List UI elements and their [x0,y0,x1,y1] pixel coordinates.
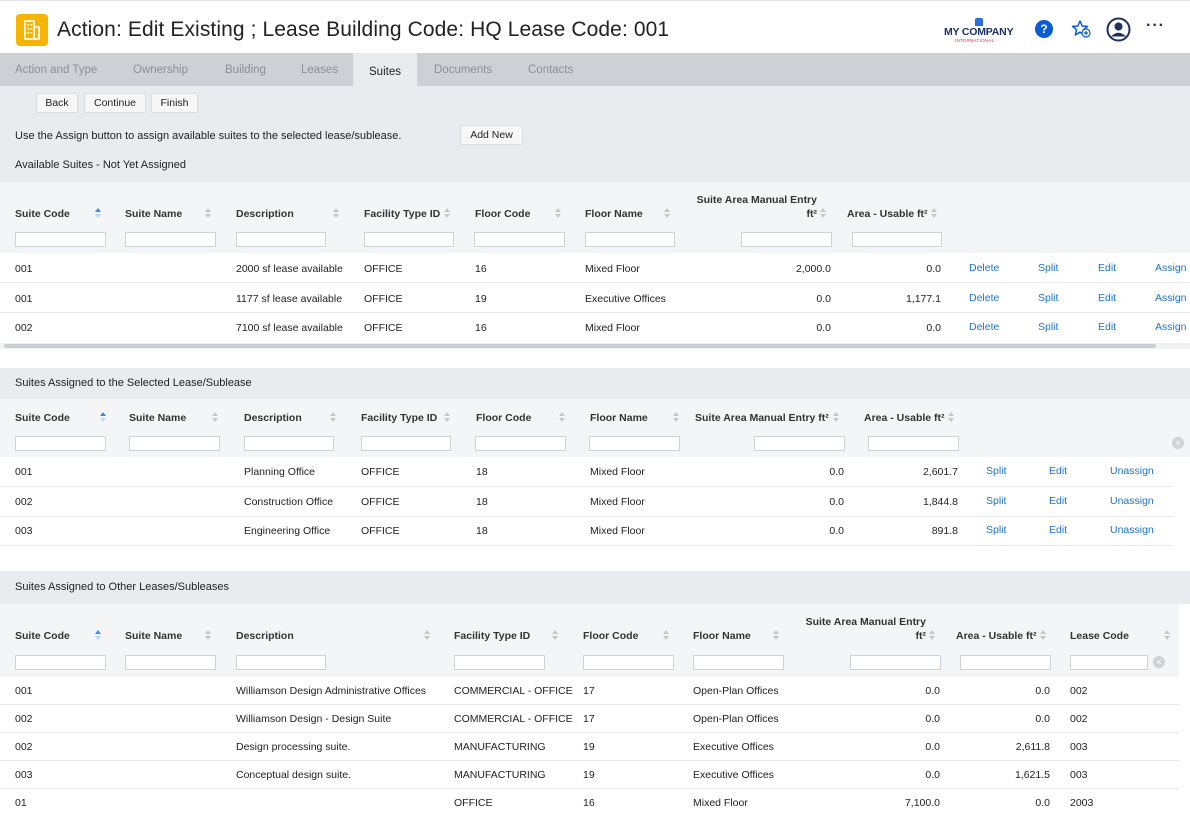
help-icon[interactable]: ? [1035,20,1053,38]
instruction-text: Use the Assign button to assign available suites to the selected lease/sublease. [15,130,402,142]
filter-suite-name[interactable] [129,436,220,451]
usable-area: 1,844.8 [922,496,958,508]
floor-code: 19 [475,293,487,305]
filter-suite-name[interactable] [125,232,216,247]
available-table-header [0,182,1190,253]
suite-code: 003 [15,525,33,537]
col-suite-name[interactable]: Suite Name [125,208,183,220]
lease-code: 002 [1070,713,1088,725]
facility-type: OFFICE [361,525,400,537]
usable-area: 1,177.1 [905,293,941,305]
filter-lease-code[interactable] [1070,655,1148,670]
filter-floor-code[interactable] [475,436,566,451]
assign-link[interactable]: Assign [1155,262,1187,274]
sort-icon[interactable] [330,412,336,422]
facility-type: MANUFACTURING [454,769,546,781]
filter-suite-code[interactable] [15,232,106,247]
sort-icon[interactable] [773,630,779,640]
table-row [0,733,1179,761]
logo-crown-icon [975,18,983,26]
delete-link[interactable]: Delete [969,321,1000,333]
building-icon [16,14,48,46]
sort-icon[interactable] [95,208,101,218]
filter-floor-name[interactable] [585,232,675,247]
sort-icon[interactable] [1040,630,1046,640]
tab-ownership[interactable]: Ownership [133,64,188,76]
col-facility-type[interactable]: Facility Type ID [361,412,438,424]
sort-icon[interactable] [95,630,101,640]
top-bar [0,0,1190,53]
col-floor-code[interactable]: Floor Code [475,208,531,220]
col-suite-name[interactable]: Suite Name [125,630,183,642]
facility-type: OFFICE [364,322,403,334]
manual-area: 0.0 [829,466,844,478]
table-row [0,677,1179,705]
delete-link[interactable]: Delete [969,292,1000,304]
floor-name: Open-Plan Offices [693,685,779,697]
tab-leases[interactable]: Leases [301,64,339,76]
manual-area: 0.0 [925,741,940,753]
finish-button[interactable]: Finish [151,93,198,113]
filter-floor-name[interactable] [589,436,680,451]
col-description[interactable]: Description [236,630,294,642]
facility-type: MANUFACTURING [454,741,546,753]
filter-suite-code[interactable] [15,655,106,670]
suite-code: 003 [15,769,33,781]
floor-name: Mixed Floor [590,525,645,537]
usable-area: 891.8 [931,525,958,537]
other-section-band [0,571,1190,604]
description: Planning Office [244,466,316,478]
col-facility-type[interactable]: Facility Type ID [454,630,531,642]
filter-facility-type[interactable] [454,655,545,670]
filter-usable-area[interactable] [960,655,1051,670]
split-link[interactable]: Split [1038,321,1059,333]
usable-area: 1,621.5 [1014,769,1050,781]
edit-link[interactable]: Edit [1098,262,1117,274]
sort-icon[interactable] [931,208,937,218]
usable-area: 0.0 [926,322,941,334]
facility-type: OFFICE [364,293,403,305]
filter-facility-type[interactable] [361,436,451,451]
other-table-header [0,604,1179,677]
filter-usable-area[interactable] [868,436,959,451]
manual-area: 0.0 [829,496,844,508]
col-manual-area[interactable]: Suite Area Manual Entry [696,194,817,206]
delete-link[interactable]: Delete [969,262,1000,274]
manual-area: 7,100.0 [904,797,940,809]
sort-icon[interactable] [333,208,339,218]
filter-suite-code[interactable] [15,436,106,451]
description: 2000 sf lease available [236,263,343,275]
more-icon[interactable]: ··· [1146,17,1165,34]
facility-type: OFFICE [361,466,400,478]
suite-code: 002 [15,322,33,334]
clear-filter-icon[interactable]: × [1153,656,1165,668]
manual-area: 0.0 [816,293,831,305]
tab-action-and-type[interactable]: Action and Type [15,64,98,76]
table-row [0,517,1173,546]
col-suite-name[interactable]: Suite Name [129,412,187,424]
sort-icon[interactable] [1164,630,1170,640]
unassign-link[interactable]: Unassign [1110,465,1154,477]
floor-code: 18 [476,496,488,508]
usable-area: 0.0 [1035,797,1050,809]
col-manual-area[interactable]: Suite Area Manual Entry ft² [695,412,829,424]
col-facility-type[interactable]: Facility Type ID [364,208,441,220]
lease-code: 003 [1070,769,1088,781]
suite-code: 01 [15,797,27,809]
usable-area: 0.0 [926,263,941,275]
sort-icon[interactable] [444,412,450,422]
sort-icon[interactable] [212,412,218,422]
sort-icon[interactable] [559,412,565,422]
usable-area: 0.0 [1035,713,1050,725]
floor-name: Executive Offices [693,741,774,753]
usable-area: 0.0 [1035,685,1050,697]
floor-name: Executive Offices [585,293,666,305]
assigned-table-header [0,399,1190,457]
floor-name: Mixed Floor [693,797,748,809]
sort-icon[interactable] [833,412,839,422]
description: 7100 sf lease available [236,322,343,334]
logo-subtext: INTERNATIONAL [955,38,995,43]
split-link[interactable]: Split [986,524,1007,536]
filter-description[interactable] [236,232,326,247]
available-suites-title: Available Suites - Not Yet Assigned [15,159,187,171]
user-icon[interactable] [1106,17,1131,45]
floor-code: 19 [583,741,595,753]
assign-link[interactable]: Assign [1155,321,1187,333]
suite-code: 002 [15,741,33,753]
description: Construction Office [244,496,334,508]
col-description[interactable]: Description [236,208,294,220]
sort-icon[interactable] [664,208,670,218]
description: Design processing suite. [236,741,351,753]
floor-code: 17 [583,713,595,725]
col-manual-area[interactable]: Suite Area Manual Entry [805,616,926,628]
filter-suite-name[interactable] [125,655,216,670]
split-link[interactable]: Split [1038,262,1059,274]
edit-link[interactable]: Edit [1049,495,1068,507]
sort-icon[interactable] [444,208,450,218]
manual-area: 0.0 [925,769,940,781]
col-suite-code[interactable]: Suite Code [15,412,70,424]
col-suite-code[interactable]: Suite Code [15,630,70,642]
sort-icon[interactable] [663,630,669,640]
facility-type: OFFICE [454,797,493,809]
back-button[interactable]: Back [36,93,78,113]
col-usable-area[interactable]: Area - Usable ft² [847,208,928,220]
facility-type: COMMERCIAL - OFFICE [454,713,573,725]
description: Williamson Design Administrative Offices [236,685,427,697]
floor-code: 18 [476,525,488,537]
table-row [0,487,1173,517]
sort-icon[interactable] [100,412,106,422]
facility-type: OFFICE [364,263,403,275]
edit-link[interactable]: Edit [1049,465,1068,477]
table-row [0,253,1190,283]
logo-text: MY COMPANY [944,26,1014,38]
manual-area: 0.0 [925,713,940,725]
description: Engineering Office [244,525,331,537]
col-suite-code[interactable]: Suite Code [15,208,70,220]
sort-icon[interactable] [205,208,211,218]
floor-code: 16 [475,322,487,334]
suite-code: 001 [15,685,33,697]
split-link[interactable]: Split [986,465,1007,477]
add-new-button[interactable]: Add New [460,125,523,145]
sort-icon[interactable] [948,412,954,422]
assigned-section-band [0,368,1190,399]
table-row [0,313,1190,343]
filter-description[interactable] [236,655,326,670]
filter-facility-type[interactable] [364,232,454,247]
sort-icon[interactable] [424,630,430,640]
floor-code: 16 [583,797,595,809]
description: 1177 sf lease available [236,293,343,305]
sort-icon[interactable] [205,630,211,640]
floor-code: 18 [476,466,488,478]
filter-manual-area[interactable] [754,436,845,451]
col-usable-area[interactable]: Area - Usable ft² [956,630,1037,642]
lease-code: 2003 [1070,797,1094,809]
unassign-link[interactable]: Unassign [1110,495,1154,507]
col-floor-code[interactable]: Floor Code [583,630,639,642]
col-manual-area-unit[interactable]: ft² [806,208,817,220]
col-lease-code[interactable]: Lease Code [1070,630,1129,642]
sort-icon[interactable] [552,630,558,640]
floor-name: Mixed Floor [585,322,640,334]
action-panel [0,86,1190,182]
floor-name: Mixed Floor [590,496,645,508]
split-link[interactable]: Split [986,495,1007,507]
facility-type: COMMERCIAL - OFFICE [454,685,573,697]
tab-bar [0,53,1190,86]
unassign-link[interactable]: Unassign [1110,524,1154,536]
filter-usable-area[interactable] [852,232,942,247]
floor-code: 19 [583,769,595,781]
tab-building[interactable]: Building [225,64,266,76]
manual-area: 0.0 [816,322,831,334]
continue-button[interactable]: Continue [84,93,146,113]
clear-filter-icon[interactable]: × [1172,437,1184,449]
assign-link[interactable]: Assign [1155,292,1187,304]
floor-code: 17 [583,685,595,697]
assigned-suites-title: Suites Assigned to the Selected Lease/Sublease [15,377,252,389]
sort-icon[interactable] [673,412,679,422]
filter-floor-code[interactable] [583,655,674,670]
col-floor-name[interactable]: Floor Name [590,412,648,424]
suite-code: 001 [15,466,33,478]
usable-area: 2,601.7 [922,466,958,478]
table-row [0,705,1179,733]
edit-link[interactable]: Edit [1098,321,1117,333]
floor-name: Executive Offices [693,769,774,781]
floor-name: Open-Plan Offices [693,713,779,725]
filter-manual-area[interactable] [741,232,832,247]
filter-manual-area[interactable] [850,655,941,670]
suite-code: 001 [15,263,33,275]
usable-area: 2,611.8 [1015,741,1050,753]
filter-description[interactable] [244,436,334,451]
horizontal-scrollbar[interactable] [4,344,1156,348]
filter-floor-code[interactable] [474,232,565,247]
suite-code: 001 [15,293,33,305]
manual-area: 2,000.0 [795,263,831,275]
table-row [0,283,1190,313]
tab-documents[interactable]: Documents [434,64,493,76]
col-manual-area-unit[interactable]: ft² [915,630,926,642]
col-usable-area[interactable]: Area - Usable ft² [864,412,945,424]
suite-code: 002 [15,713,33,725]
tab-suites[interactable]: Suites [353,53,417,86]
col-floor-name[interactable]: Floor Name [693,630,751,642]
table-row [0,789,1179,814]
col-floor-name[interactable]: Floor Name [585,208,643,220]
sort-icon[interactable] [820,208,826,218]
facility-type: OFFICE [361,496,400,508]
manual-area: 0.0 [829,525,844,537]
tab-contacts[interactable]: Contacts [528,64,574,76]
manual-area: 0.0 [925,685,940,697]
split-link[interactable]: Split [1038,292,1059,304]
sort-icon[interactable] [929,630,935,640]
lease-code: 002 [1070,685,1088,697]
description: Williamson Design - Design Suite [236,713,392,725]
company-logo [941,18,1019,44]
other-suites-title: Suites Assigned to Other Leases/Subleases [15,581,230,593]
lease-code: 003 [1070,741,1088,753]
filter-floor-name[interactable] [693,655,784,670]
sort-icon[interactable] [555,208,561,218]
floor-name: Mixed Floor [590,466,645,478]
table-row [0,457,1173,487]
table-row [0,761,1179,789]
description: Conceptual design suite. [236,769,351,781]
col-floor-code[interactable]: Floor Code [476,412,532,424]
edit-link[interactable]: Edit [1049,524,1068,536]
floor-code: 16 [475,263,487,275]
col-description[interactable]: Description [244,412,302,424]
edit-link[interactable]: Edit [1098,292,1117,304]
floor-name: Mixed Floor [585,263,640,275]
page-title: Action: Edit Existing ; Lease Building Code: HQ Lease Code: 001 [57,18,670,41]
suite-code: 002 [15,496,33,508]
favorites-icon[interactable] [1071,19,1091,42]
